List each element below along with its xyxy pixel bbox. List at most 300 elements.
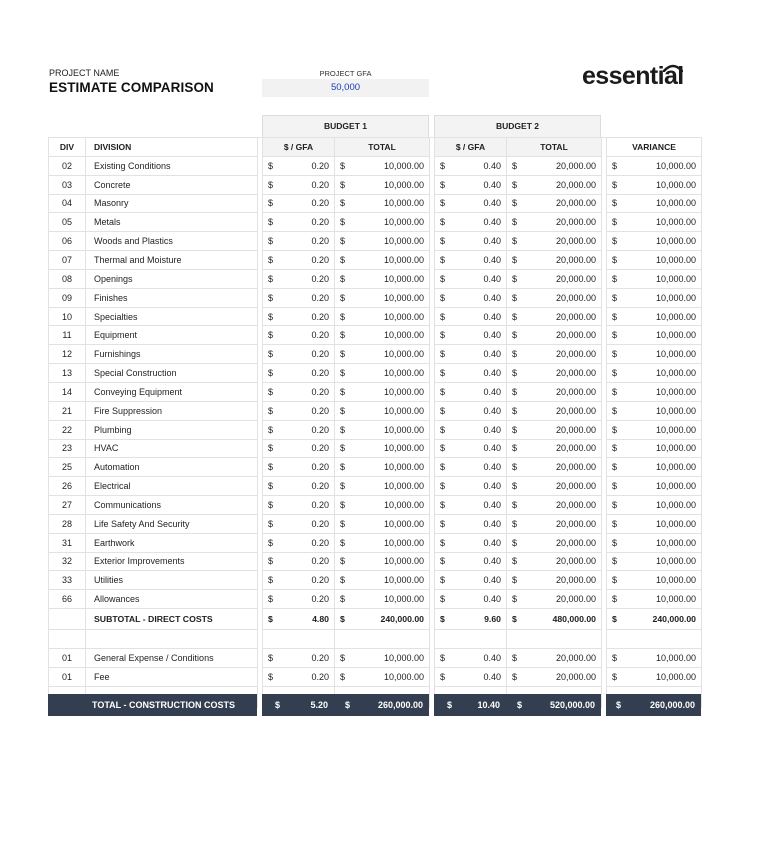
division-name: General Expense / Conditions xyxy=(86,649,258,668)
table-row xyxy=(49,232,702,251)
budget2-gfa: 0.40 xyxy=(448,345,507,364)
division-name: Conveying Equipment xyxy=(86,382,258,401)
variance-value: 10,000.00 xyxy=(620,156,702,175)
budget2-total: 20,000.00 xyxy=(520,514,602,533)
division-name: Equipment xyxy=(86,326,258,345)
budget1-gfa: 0.20 xyxy=(276,649,335,668)
currency-symbol: $ xyxy=(435,571,448,590)
currency-symbol: $ xyxy=(607,458,620,477)
budget2-gfa: 0.40 xyxy=(448,213,507,232)
empty-cell xyxy=(263,630,276,649)
empty-cell xyxy=(276,630,335,649)
empty-cell xyxy=(348,630,430,649)
currency-symbol: $ xyxy=(507,194,520,213)
division-name: Special Construction xyxy=(86,364,258,383)
currency-symbol: $ xyxy=(607,477,620,496)
currency-symbol: $ xyxy=(507,175,520,194)
budget2-gfa: 0.40 xyxy=(448,590,507,609)
div-code xyxy=(49,609,86,630)
division-name: Specialties xyxy=(86,307,258,326)
variance-value: 10,000.00 xyxy=(620,552,702,571)
budget1-gfa: 0.20 xyxy=(276,269,335,288)
division-name: Woods and Plastics xyxy=(86,232,258,251)
variance-value: 10,000.00 xyxy=(620,382,702,401)
budget2-total: 20,000.00 xyxy=(520,420,602,439)
budget2-label: BUDGET 2 xyxy=(496,121,539,131)
variance-value: 10,000.00 xyxy=(620,345,702,364)
currency-symbol: $ xyxy=(607,269,620,288)
budget1-gfa: 0.20 xyxy=(276,571,335,590)
budget2-gfa: 0.40 xyxy=(448,232,507,251)
currency-symbol: $ xyxy=(335,649,348,668)
empty-cell xyxy=(335,630,348,649)
currency-symbol: $ xyxy=(507,326,520,345)
variance-value: 240,000.00 xyxy=(620,609,702,630)
currency-symbol: $ xyxy=(507,345,520,364)
grand-total-b1-total: 260,000.00 xyxy=(377,700,423,710)
grand-total-b2-total: 520,000.00 xyxy=(549,700,595,710)
division-name: Fee xyxy=(86,667,258,686)
currency-symbol: $ xyxy=(507,649,520,668)
variance-value: 10,000.00 xyxy=(620,458,702,477)
currency-symbol: $ xyxy=(263,649,276,668)
currency-symbol: $ xyxy=(607,420,620,439)
budget1-total: 10,000.00 xyxy=(348,326,430,345)
currency-symbol: $ xyxy=(335,251,348,270)
currency-symbol: $ xyxy=(507,609,520,630)
currency-symbol: $ xyxy=(507,364,520,383)
currency-symbol: $ xyxy=(607,382,620,401)
budget1-gfa: 0.20 xyxy=(276,439,335,458)
estimate-table xyxy=(48,137,702,708)
budget1-gfa: 0.20 xyxy=(276,382,335,401)
table-row xyxy=(49,251,702,270)
budget1-gfa: 0.20 xyxy=(276,288,335,307)
currency-symbol: $ xyxy=(607,251,620,270)
currency-symbol: $ xyxy=(507,514,520,533)
currency-symbol: $ xyxy=(263,251,276,270)
table-row xyxy=(49,590,702,609)
col-header-b2-gfa: $ / GFA xyxy=(435,138,507,157)
empty-cell xyxy=(607,630,620,649)
currency-symbol: $ xyxy=(607,552,620,571)
currency-symbol: $ xyxy=(275,700,281,710)
budget1-gfa: 0.20 xyxy=(276,458,335,477)
currency-symbol: $ xyxy=(263,364,276,383)
budget2-total: 20,000.00 xyxy=(520,649,602,668)
currency-symbol: $ xyxy=(335,590,348,609)
empty-cell xyxy=(49,630,86,649)
currency-symbol: $ xyxy=(263,552,276,571)
budget1-total: 10,000.00 xyxy=(348,420,430,439)
variance-value: 10,000.00 xyxy=(620,269,702,288)
budget1-total: 10,000.00 xyxy=(348,213,430,232)
budget1-total: 10,000.00 xyxy=(348,533,430,552)
div-code: 09 xyxy=(49,288,86,307)
currency-symbol: $ xyxy=(435,364,448,383)
div-code: 05 xyxy=(49,213,86,232)
table-row xyxy=(49,269,702,288)
currency-symbol: $ xyxy=(607,156,620,175)
table-row xyxy=(49,156,702,175)
table-row xyxy=(49,420,702,439)
variance-value: 10,000.00 xyxy=(620,194,702,213)
currency-symbol: $ xyxy=(263,420,276,439)
col-header-b2-total: TOTAL xyxy=(507,138,602,157)
currency-symbol: $ xyxy=(435,477,448,496)
division-name: HVAC xyxy=(86,439,258,458)
budget1-total: 10,000.00 xyxy=(348,401,430,420)
div-code: 04 xyxy=(49,194,86,213)
budget2-gfa: 0.40 xyxy=(448,667,507,686)
currency-symbol: $ xyxy=(507,420,520,439)
currency-symbol: $ xyxy=(263,667,276,686)
currency-symbol: $ xyxy=(607,609,620,630)
div-code: 66 xyxy=(49,590,86,609)
budget1-total: 10,000.00 xyxy=(348,458,430,477)
variance-value: 10,000.00 xyxy=(620,288,702,307)
currency-symbol: $ xyxy=(435,420,448,439)
currency-symbol: $ xyxy=(507,213,520,232)
budget2-gfa: 0.40 xyxy=(448,251,507,270)
division-name: Utilities xyxy=(86,571,258,590)
currency-symbol: $ xyxy=(263,609,276,630)
currency-symbol: $ xyxy=(607,175,620,194)
currency-symbol: $ xyxy=(335,175,348,194)
budget2-total: 20,000.00 xyxy=(520,232,602,251)
budget2-total: 20,000.00 xyxy=(520,307,602,326)
currency-symbol: $ xyxy=(335,156,348,175)
currency-symbol: $ xyxy=(507,667,520,686)
currency-symbol: $ xyxy=(335,364,348,383)
budget2-total: 20,000.00 xyxy=(520,156,602,175)
currency-symbol: $ xyxy=(335,232,348,251)
div-code: 28 xyxy=(49,514,86,533)
empty-cell xyxy=(620,630,702,649)
div-code: 26 xyxy=(49,477,86,496)
currency-symbol: $ xyxy=(335,345,348,364)
currency-symbol: $ xyxy=(607,590,620,609)
budget1-total: 10,000.00 xyxy=(348,307,430,326)
variance-value: 10,000.00 xyxy=(620,251,702,270)
div-code: 13 xyxy=(49,364,86,383)
budget2-gfa: 0.40 xyxy=(448,307,507,326)
variance-value: 10,000.00 xyxy=(620,420,702,439)
currency-symbol: $ xyxy=(507,533,520,552)
div-code: 31 xyxy=(49,533,86,552)
budget2-gfa: 0.40 xyxy=(448,326,507,345)
budget2-total: 20,000.00 xyxy=(520,251,602,270)
budget2-total: 20,000.00 xyxy=(520,288,602,307)
grand-total-variance-cell xyxy=(606,694,701,716)
currency-symbol: $ xyxy=(435,382,448,401)
budget2-total: 20,000.00 xyxy=(520,269,602,288)
table-row xyxy=(49,514,702,533)
budget1-gfa: 0.20 xyxy=(276,590,335,609)
budget1-gfa: 0.20 xyxy=(276,213,335,232)
table-row xyxy=(49,382,702,401)
budget1-gfa: 0.20 xyxy=(276,667,335,686)
currency-symbol: $ xyxy=(435,667,448,686)
currency-symbol: $ xyxy=(607,288,620,307)
currency-symbol: $ xyxy=(263,232,276,251)
currency-symbol: $ xyxy=(335,533,348,552)
currency-symbol: $ xyxy=(263,401,276,420)
currency-symbol: $ xyxy=(447,700,453,710)
budget2-total: 20,000.00 xyxy=(520,194,602,213)
budget1-gfa: 0.20 xyxy=(276,345,335,364)
division-name: Furnishings xyxy=(86,345,258,364)
currency-symbol: $ xyxy=(435,496,448,515)
budget1-total: 10,000.00 xyxy=(348,496,430,515)
budget2-total: 20,000.00 xyxy=(520,213,602,232)
table-row xyxy=(49,194,702,213)
currency-symbol: $ xyxy=(263,326,276,345)
budget2-total: 20,000.00 xyxy=(520,667,602,686)
division-name: Exterior Improvements xyxy=(86,552,258,571)
currency-symbol: $ xyxy=(335,667,348,686)
currency-symbol: $ xyxy=(607,364,620,383)
variance-value: 10,000.00 xyxy=(620,649,702,668)
budget1-total: 10,000.00 xyxy=(348,667,430,686)
variance-value: 10,000.00 xyxy=(620,533,702,552)
table-row xyxy=(49,477,702,496)
currency-symbol: $ xyxy=(517,700,523,710)
currency-symbol: $ xyxy=(435,590,448,609)
budget2-total: 20,000.00 xyxy=(520,326,602,345)
budget2-total: 20,000.00 xyxy=(520,552,602,571)
col-header-div: DIV xyxy=(49,138,86,157)
currency-symbol: $ xyxy=(435,609,448,630)
col-header-b1-gfa: $ / GFA xyxy=(263,138,335,157)
variance-value: 10,000.00 xyxy=(620,232,702,251)
div-code: 27 xyxy=(49,496,86,515)
table-row xyxy=(49,552,702,571)
table-row xyxy=(49,307,702,326)
budget1-gfa: 0.20 xyxy=(276,496,335,515)
col-header-variance: VARIANCE xyxy=(607,138,702,157)
budget2-gfa: 0.40 xyxy=(448,175,507,194)
budget1-total: 10,000.00 xyxy=(348,514,430,533)
budget1-total: 10,000.00 xyxy=(348,439,430,458)
division-name: Metals xyxy=(86,213,258,232)
currency-symbol: $ xyxy=(335,552,348,571)
budget2-gfa: 0.40 xyxy=(448,288,507,307)
div-code: 22 xyxy=(49,420,86,439)
currency-symbol: $ xyxy=(335,477,348,496)
division-name: Existing Conditions xyxy=(86,156,258,175)
division-name: Fire Suppression xyxy=(86,401,258,420)
budget2-gfa: 0.40 xyxy=(448,496,507,515)
table-row xyxy=(49,458,702,477)
brand-logo: essential xyxy=(582,62,684,90)
budget2-gfa: 0.40 xyxy=(448,571,507,590)
currency-symbol: $ xyxy=(435,345,448,364)
budget1-total: 10,000.00 xyxy=(348,571,430,590)
budget1-gfa: 0.20 xyxy=(276,326,335,345)
budget1-gfa: 4.80 xyxy=(276,609,335,630)
budget2-gfa: 0.40 xyxy=(448,420,507,439)
grand-total-budget1 xyxy=(262,694,429,716)
budget2-gfa: 0.40 xyxy=(448,401,507,420)
table-row xyxy=(49,326,702,345)
division-name: Openings xyxy=(86,269,258,288)
budget1-total: 10,000.00 xyxy=(348,251,430,270)
variance-value: 10,000.00 xyxy=(620,175,702,194)
div-code: 01 xyxy=(49,649,86,668)
table-row xyxy=(49,401,702,420)
currency-symbol: $ xyxy=(435,269,448,288)
div-code: 08 xyxy=(49,269,86,288)
currency-symbol: $ xyxy=(263,156,276,175)
empty-cell xyxy=(520,630,602,649)
currency-symbol: $ xyxy=(263,458,276,477)
currency-symbol: $ xyxy=(263,496,276,515)
budget1-total: 10,000.00 xyxy=(348,382,430,401)
budget2-gfa: 0.40 xyxy=(448,382,507,401)
division-name: Electrical xyxy=(86,477,258,496)
div-code: 07 xyxy=(49,251,86,270)
budget1-total: 10,000.00 xyxy=(348,175,430,194)
page-title: ESTIMATE COMPARISON xyxy=(49,80,214,95)
budget1-total: 10,000.00 xyxy=(348,269,430,288)
currency-symbol: $ xyxy=(607,439,620,458)
div-code: 12 xyxy=(49,345,86,364)
currency-symbol: $ xyxy=(335,213,348,232)
currency-symbol: $ xyxy=(435,552,448,571)
budget1-gfa: 0.20 xyxy=(276,307,335,326)
currency-symbol: $ xyxy=(607,232,620,251)
division-name: Concrete xyxy=(86,175,258,194)
grand-total-variance: 260,000.00 xyxy=(649,700,695,710)
currency-symbol: $ xyxy=(616,700,622,710)
currency-symbol: $ xyxy=(263,533,276,552)
variance-value: 10,000.00 xyxy=(620,401,702,420)
budget2-total: 20,000.00 xyxy=(520,533,602,552)
currency-symbol: $ xyxy=(435,232,448,251)
budget2-gfa: 9.60 xyxy=(448,609,507,630)
budget2-total: 20,000.00 xyxy=(520,590,602,609)
div-code: 03 xyxy=(49,175,86,194)
budget2-gfa: 0.40 xyxy=(448,533,507,552)
div-code: 25 xyxy=(49,458,86,477)
budget1-gfa: 0.20 xyxy=(276,420,335,439)
currency-symbol: $ xyxy=(507,571,520,590)
currency-symbol: $ xyxy=(607,345,620,364)
currency-symbol: $ xyxy=(263,439,276,458)
currency-symbol: $ xyxy=(335,571,348,590)
currency-symbol: $ xyxy=(507,496,520,515)
budget1-gfa: 0.20 xyxy=(276,232,335,251)
variance-value: 10,000.00 xyxy=(620,571,702,590)
budget1-total: 10,000.00 xyxy=(348,232,430,251)
currency-symbol: $ xyxy=(607,649,620,668)
project-gfa-input[interactable]: 50,000 xyxy=(262,79,429,97)
currency-symbol: $ xyxy=(263,477,276,496)
currency-symbol: $ xyxy=(335,269,348,288)
table-row xyxy=(49,175,702,194)
budget1-total: 10,000.00 xyxy=(348,552,430,571)
currency-symbol: $ xyxy=(507,477,520,496)
budget2-total: 20,000.00 xyxy=(520,571,602,590)
subtotal-label: SUBTOTAL - DIRECT COSTS xyxy=(86,609,258,630)
currency-symbol: $ xyxy=(263,514,276,533)
currency-symbol: $ xyxy=(335,288,348,307)
grand-total-label-cell xyxy=(48,694,257,716)
budget2-gfa: 0.40 xyxy=(448,269,507,288)
table-row xyxy=(49,439,702,458)
budget1-label: BUDGET 1 xyxy=(324,121,367,131)
division-name: Communications xyxy=(86,496,258,515)
budget2-gfa: 0.40 xyxy=(448,364,507,383)
budget2-total: 20,000.00 xyxy=(520,175,602,194)
variance-value: 10,000.00 xyxy=(620,667,702,686)
currency-symbol: $ xyxy=(435,649,448,668)
variance-value: 10,000.00 xyxy=(620,364,702,383)
division-name: Earthwork xyxy=(86,533,258,552)
currency-symbol: $ xyxy=(335,496,348,515)
currency-symbol: $ xyxy=(435,213,448,232)
currency-symbol: $ xyxy=(335,307,348,326)
budget1-gfa: 0.20 xyxy=(276,175,335,194)
variance-value: 10,000.00 xyxy=(620,514,702,533)
currency-symbol: $ xyxy=(263,345,276,364)
currency-symbol: $ xyxy=(263,382,276,401)
currency-symbol: $ xyxy=(435,307,448,326)
budget1-gfa: 0.20 xyxy=(276,477,335,496)
currency-symbol: $ xyxy=(435,533,448,552)
variance-value: 10,000.00 xyxy=(620,307,702,326)
currency-symbol: $ xyxy=(607,194,620,213)
budget2-total: 20,000.00 xyxy=(520,458,602,477)
table-row xyxy=(49,364,702,383)
budget1-total: 10,000.00 xyxy=(348,345,430,364)
currency-symbol: $ xyxy=(263,590,276,609)
currency-symbol: $ xyxy=(335,420,348,439)
currency-symbol: $ xyxy=(507,382,520,401)
currency-symbol: $ xyxy=(263,269,276,288)
currency-symbol: $ xyxy=(345,700,351,710)
empty-cell xyxy=(86,630,258,649)
budget1-total: 10,000.00 xyxy=(348,590,430,609)
currency-symbol: $ xyxy=(607,571,620,590)
budget1-total: 10,000.00 xyxy=(348,364,430,383)
budget1-total: 10,000.00 xyxy=(348,288,430,307)
budget1-gfa: 0.20 xyxy=(276,533,335,552)
empty-cell xyxy=(507,630,520,649)
currency-symbol: $ xyxy=(263,194,276,213)
empty-cell xyxy=(435,630,448,649)
div-code: 33 xyxy=(49,571,86,590)
div-code: 11 xyxy=(49,326,86,345)
currency-symbol: $ xyxy=(507,232,520,251)
budget2-gfa: 0.40 xyxy=(448,649,507,668)
budget1-gfa: 0.20 xyxy=(276,156,335,175)
budget1-total: 10,000.00 xyxy=(348,649,430,668)
div-code: 01 xyxy=(49,667,86,686)
col-header-division: DIVISION xyxy=(86,138,258,157)
div-code: 32 xyxy=(49,552,86,571)
currency-symbol: $ xyxy=(507,590,520,609)
spacer-row xyxy=(49,630,702,649)
currency-symbol: $ xyxy=(435,194,448,213)
currency-symbol: $ xyxy=(507,269,520,288)
currency-symbol: $ xyxy=(435,326,448,345)
empty-cell xyxy=(448,630,507,649)
budget2-gfa: 0.40 xyxy=(448,514,507,533)
currency-symbol: $ xyxy=(335,514,348,533)
currency-symbol: $ xyxy=(507,458,520,477)
